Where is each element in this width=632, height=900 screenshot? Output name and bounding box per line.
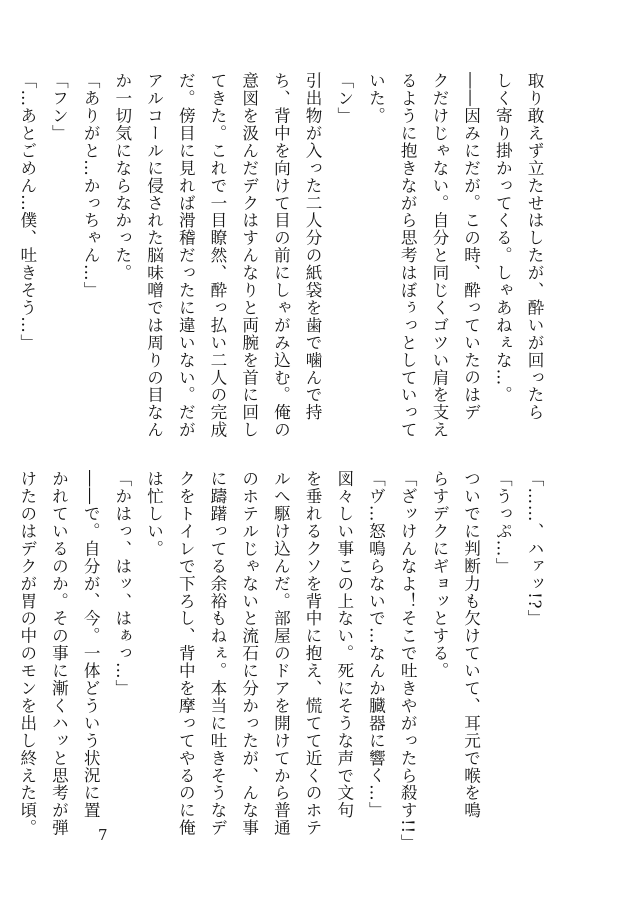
text-line: は忙しい。	[144, 470, 164, 558]
bottom-text-block	[11, 470, 550, 852]
page-number: 7	[98, 826, 108, 844]
text-line: ついでに判断力も欠けていて、耳元で喉を鳴	[461, 470, 481, 819]
text-line: クをトイレで下ろし、背中を摩ってやるのに俺	[176, 470, 196, 837]
dialogue-line: 「フン」	[49, 72, 69, 142]
dialogue-line: 「ン」	[334, 72, 354, 125]
text-line: ――因みにだが。この時、酔っていたのはデ	[461, 72, 481, 421]
dialogue-line: 「ヴ…怒鳴らないで…なんか臓器に響く…」	[366, 470, 386, 819]
text-line: てきた。これで一目瞭然、酔っ払い二人の完成	[207, 72, 227, 439]
text-line: ち、背中を向けて目の前にしゃがみ込む。俺の	[271, 72, 291, 439]
text-line: だ。傍目に見れば滑稽だったに違いない。だが	[176, 72, 196, 439]
text-line: アルコールに侵された脳味噌では周りの目なん	[144, 72, 164, 439]
text-line: 取り敢えず立たせはしたが、酔いが回ったら	[525, 72, 544, 421]
dialogue-line: 「かはっ、はッ、はぁっ…」	[112, 470, 132, 697]
text-line: に躊躇ってる余裕もねぇ。本当に吐きそうなデ	[207, 470, 227, 837]
text-line: ルへ駆け込んだ。部屋のドアを開けてから普通	[271, 470, 291, 837]
text-line: を垂れるクソを背中に抱え、慌てて近くのホテ	[303, 470, 323, 837]
text-line: 意図を汲んだデクはすんなりと両腕を首に回し	[239, 72, 259, 439]
text-line: しく寄り掛かってくる。しゃあねぇな…。	[493, 72, 513, 404]
dialogue-line: 「うっぷ…」	[493, 470, 513, 575]
text-line: クだけじゃない。自分と同じくゴツい肩を支え	[429, 72, 449, 439]
dialogue-line: 「ざッけんなよ！そこで吐きやがったら殺す!!」	[398, 470, 418, 852]
text-line: のホテルじゃないと流石に分かったが、んな事	[239, 470, 259, 837]
text-line: か一切気にならなかった。	[112, 72, 132, 282]
dialogue-line: 「…あとごめん…僕、吐きそう…」	[17, 72, 37, 352]
text-line: いた。	[366, 72, 386, 125]
text-line: けたのはデクが胃の中のモンを出し終えた頃。	[17, 470, 37, 837]
text-line: るように抱きながら思考はぼぅっとしていって	[398, 72, 418, 439]
top-text-block	[11, 72, 550, 439]
text-line: ――で。自分が、今。一体どういう状況に置	[81, 470, 101, 819]
text-line: かれているのか。その事に漸くハッと思考が弾	[49, 470, 69, 837]
text-line: 引出物が入った二人分の紙袋を歯で噛んで持	[303, 72, 323, 421]
text-line: らすデクにギョッとする。	[429, 470, 449, 680]
dialogue-line: 「……、ハァッ!?」	[525, 470, 544, 627]
dialogue-line: 「ありがと…かっちゃん…」	[81, 72, 101, 299]
text-line: 図々しい事この上ない。死にそうな声で文句	[334, 470, 354, 819]
